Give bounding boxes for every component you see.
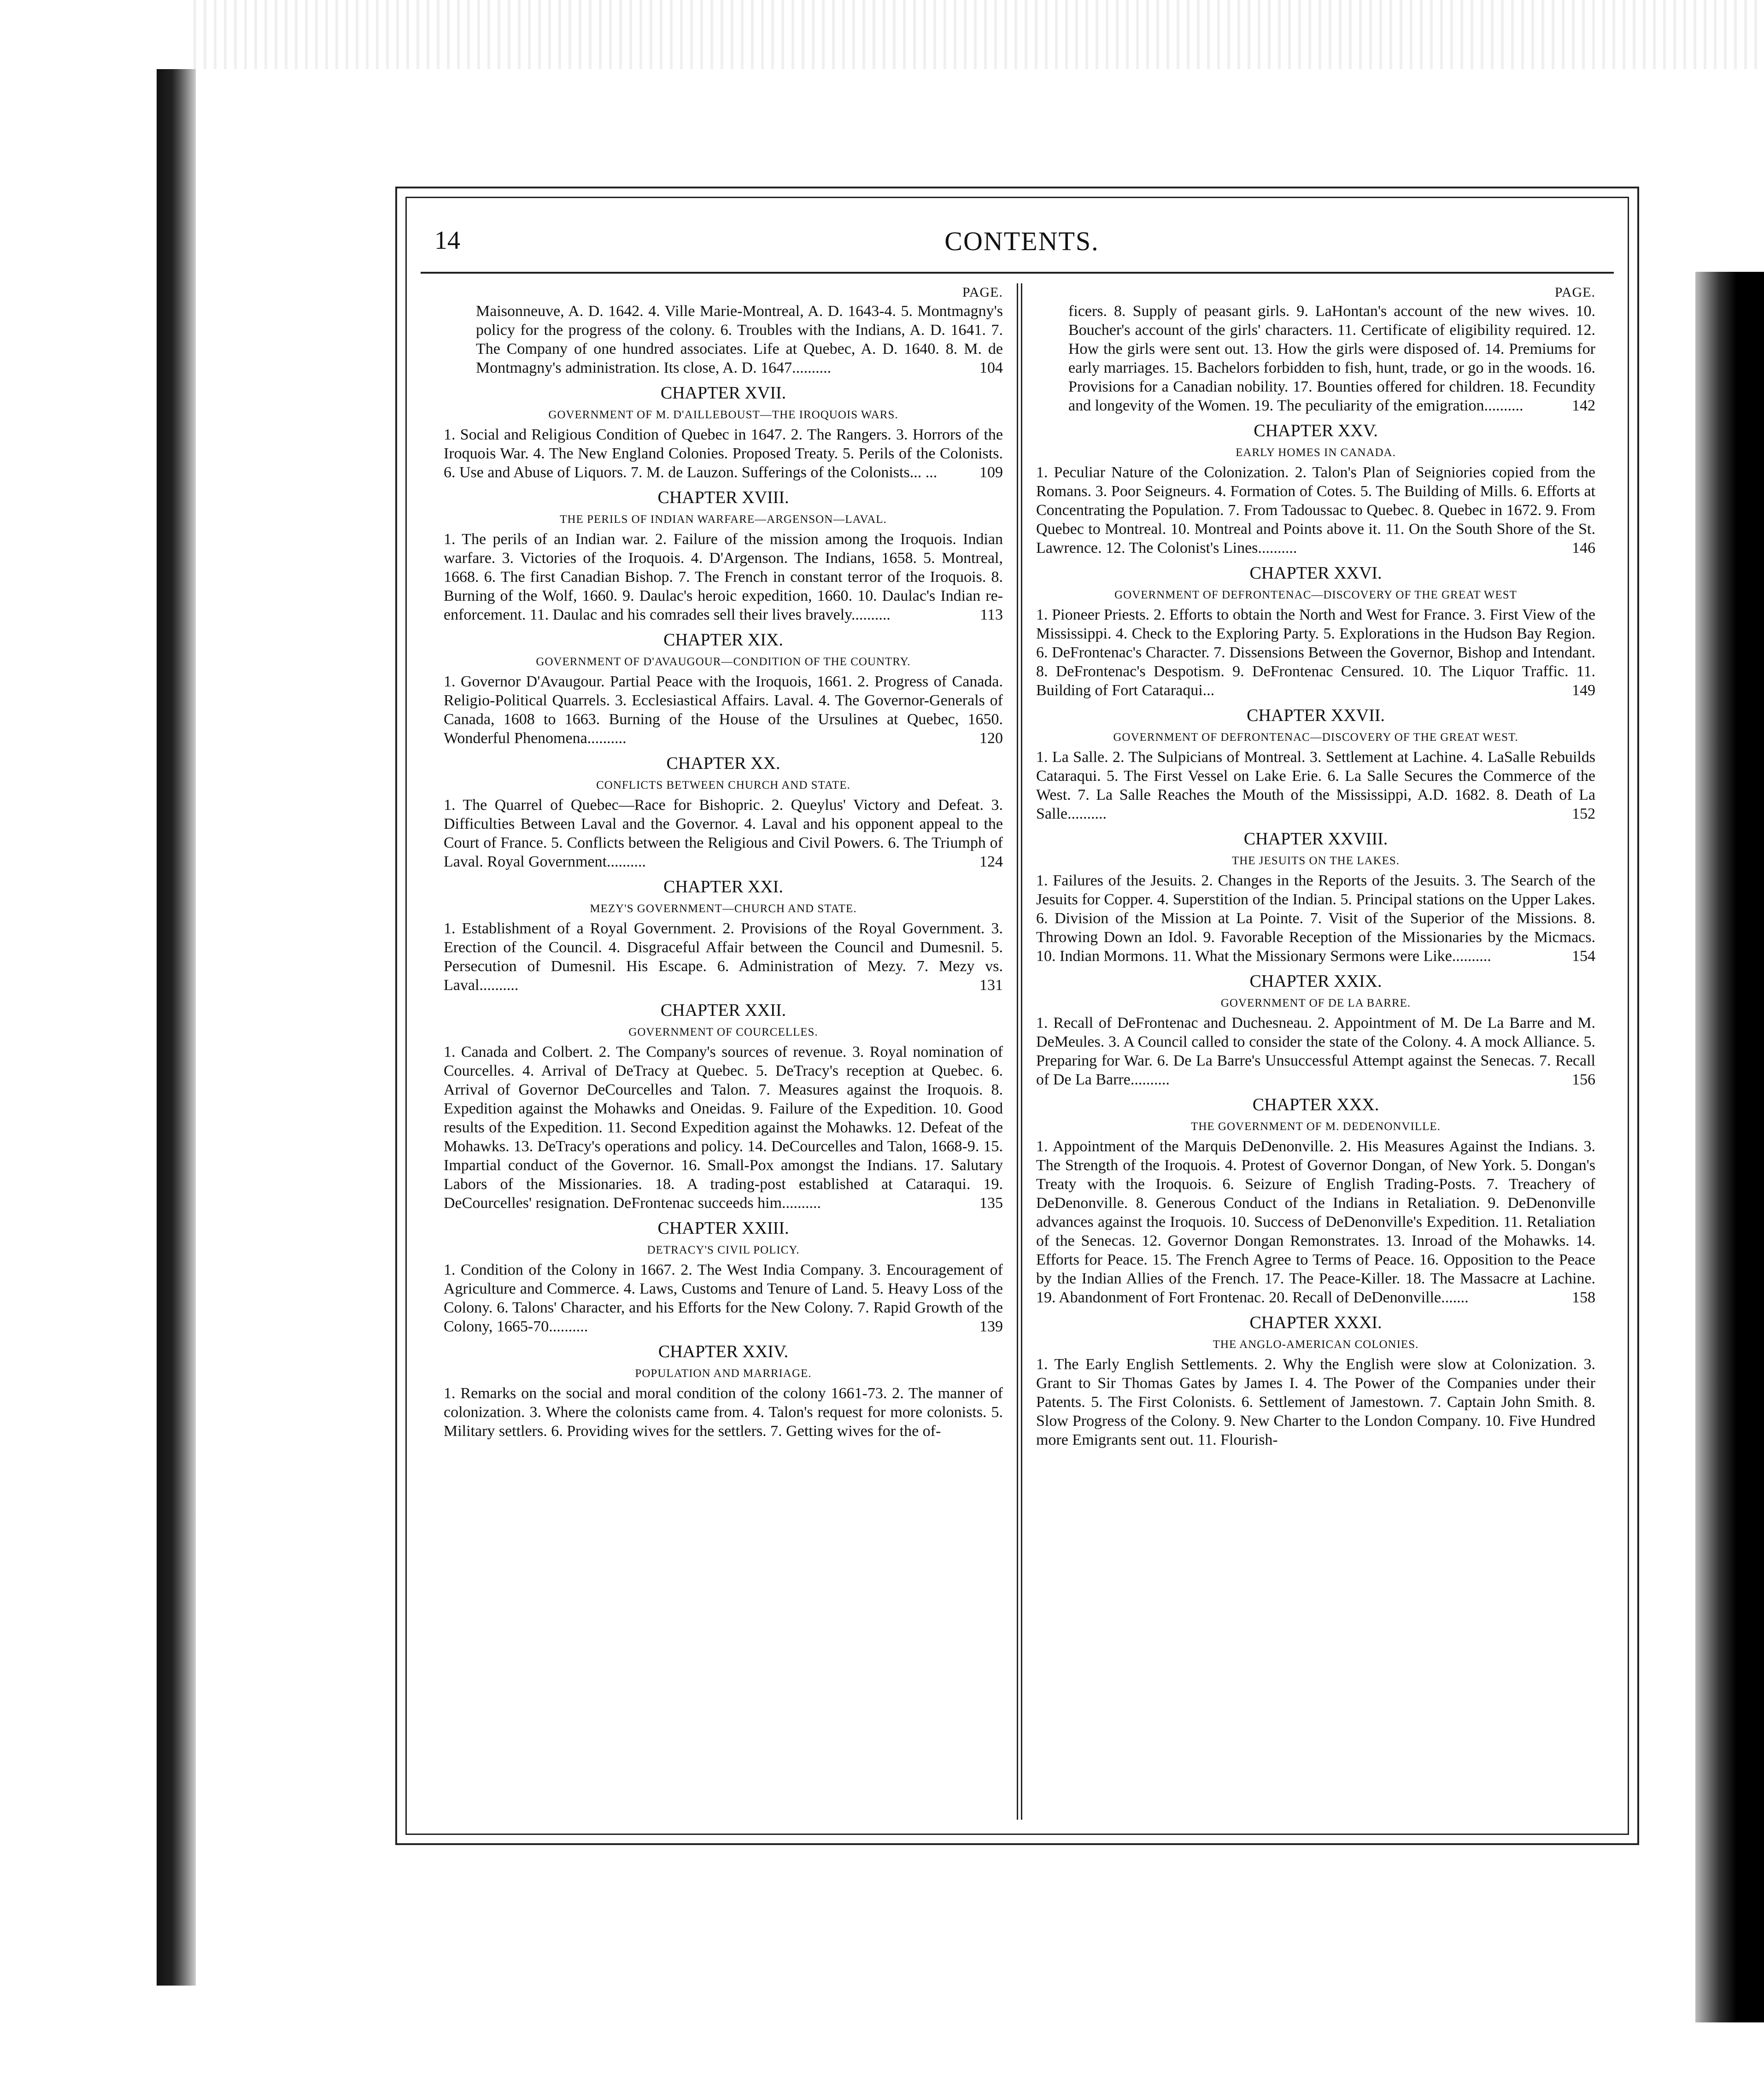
entry-text: 1. Establishment of a Royal Government. 2. Provisions of the Royal Government. 3. Erection of the Council. 4. Disgraceful Affair between the Council and Dumesnil. 5. Persecution of Dumesnil. His Escape. 6. Administration of Mezy. 7. Mezy vs. Laval.......... [444,920,1003,994]
chapter-summary [1036,1014,1595,1089]
header-rule [421,272,1614,274]
page-label: PAGE. [1554,285,1595,300]
entry-text: 1. Governor D'Avaugour. Partial Peace with the Iroquois, 1661. 2. Progress of Canada. Religio-Political Quarrels. 3. Ecclesiastical Affairs. Laval. 4. The Governor-Generals of Canada, 1608 to 1663. Burning of the House of the Ursulines at Quebec, 1650. Wonderful Phenomena.......... [444,673,1003,747]
chapter-summary [444,425,1003,482]
chapter-subtitle: THE JESUITS ON THE LAKES. [1231,855,1400,867]
entry-page: 139 [979,1318,1003,1335]
entry-page: 142 [1572,397,1595,414]
entry-page: 156 [1572,1071,1595,1088]
chapter-heading: CHAPTER XIX. [663,630,783,650]
chapter-summary [444,919,1003,995]
chapter-heading: CHAPTER XXIII. [657,1219,789,1238]
entry-text: Maisonneuve, A. D. 1642. 4. Ville Marie-Montreal, A. D. 1643-4. 5. Montmagny's policy for the progress of the colony. 6. Troubles with the Indians, A. D. 1641. 7. The Company of one hundred associates. Life at Quebec, A. D. 1640. 8. M. de Montmagny's administration. Its close, A. D. 1647.......... [476,303,1003,376]
chapter-entry [444,381,1003,482]
chapter-entry [444,1340,1003,1441]
entry-page: 135 [979,1195,1003,1212]
chapter-entry [1036,827,1595,966]
entry-text: 1. Recall of DeFrontenac and Duchesneau. 2. Appointment of M. De La Barre and M. DeMeules. 3. A Council called to consider the state of the Colony. 4. A mock Alliance. 5. Preparing for War. 6. De La Barre's Unsuccessful Attempt against the Senecas. 7. Recall of De La Barre.......... [1036,1014,1595,1088]
entry-page: 152 [1572,805,1595,822]
chapter-heading: CHAPTER XXVIII. [1243,829,1388,849]
entry-text: 1. Appointment of the Marquis DeDenonville. 2. His Measures Against the Indians. 3. The Strength of the Iroquois. 4. Protest of Governor Dongan, of New York. 5. Dongan's Treaty with the Iroquois. 6. Seizure of English Trading-Posts. 7. Treachery of DeDenonville. 8. Generous Conduct of the Indians in Retaliation. 9. DeDenonville advances against the Iroquois. 10. Success of DeDenonville's Expedition. 11. Retaliation of the Senecas. 12. Governor Dongan Remonstrates. 13. Inroad of the Mohawks. 14. Efforts for Peace. 15. The French Agree to Terms of Peace. 16. Opposition to the Peace by the Indian Allies of the French. 17. The Peace-Killer. 18. The Massacre at Lachine. 19. Abandonment of Fort Frontenac. 20. Recall of DeDenonville....... [1036,1138,1595,1306]
page-label: PAGE. [962,285,1003,300]
chapter-entry [1036,969,1595,1089]
chapter-subtitle: THE ANGLO-AMERICAN COLONIES. [1213,1338,1419,1351]
entry-text: 1. Social and Religious Condition of Quebec in 1647. 2. The Rangers. 3. Horrors of the Iroquois War. 4. The New England Colonies. Proposed Treaty. 5. Perils of the Colonists. 6. Use and Abuse of Liquors. 7. M. de Lauzon. Sufferings of the Colonists... ... [444,426,1003,481]
entry-text: 1. Peculiar Nature of the Colonization. 2. Talon's Plan of Seigniories copied from the Romans. 3. Poor Seigneurs. 4. Formation of Cotes. 5. The Building of Mills. 6. Efforts at Concentrating the Population. 7. From Tadoussac to Quebec. 8. Quebec in 1672. 9. From Quebec to Montreal. 10. Montreal and Points above it. 11. On the South Shore of the St. Lawrence. 12. The Colonist's Lines.......... [1036,464,1595,557]
chapter-heading: CHAPTER XXIV. [658,1342,789,1361]
chapter-subtitle: POPULATION AND MARRIAGE. [635,1367,812,1380]
chapter-entry [444,1216,1003,1336]
continued-entry [1036,302,1595,415]
chapter-heading: CHAPTER XXVII. [1247,706,1385,725]
page-header [434,226,1609,267]
chapter-summary [444,1043,1003,1213]
entry-page: 120 [979,730,1003,747]
column-divider [1017,283,1022,1820]
entry-text: 1. Canada and Colbert. 2. The Company's sources of revenue. 3. Royal nomination of Courcelles. 4. Arrival of DeTracy at Quebec. 5. DeTracy's reception at Quebec. 6. Arrival of Governor DeCourcelles and Talon. 7. Measures against the Iroquois. 8. Expedition against the Mohawks and Oneidas. 9. Failure of the Expedition. 10. Good results of the Expedition. 11. Second Expedition against the Mohawks. 12. Defeat of the Mohawks. 13. DeTracy's operations and policy. 14. DeCourcelles and Talon, 1668-9. 15. Impartial conduct of the Governor. 16. Small-Pox amongst the Indians. 17. Salutary Labors of the Missionaries. 18. A trading-post established at Cataraqui. 19. DeCourcelles' resignation. DeFrontenac succeeds him.......... [444,1043,1003,1212]
chapter-entry [444,998,1003,1213]
chapter-summary [1036,1137,1595,1307]
entry-page: 113 [980,606,1003,623]
chapter-heading: CHAPTER XXXI. [1249,1313,1382,1332]
entry-text: 1. The Quarrel of Quebec—Race for Bishopric. 2. Queylus' Victory and Defeat. 3. Difficulties Between Laval and the Governor. 4. Laval and his opponent appeal to the Court of France. 5. Conflicts between the Religious and Civil Powers. 6. The Triumph of Laval. Royal Government.......... [444,797,1003,870]
chapter-summary [1036,871,1595,966]
entry-page: 109 [979,464,1003,481]
left-column [430,283,1017,1820]
chapter-summary [444,1384,1003,1441]
chapter-subtitle: GOVERNMENT OF DE LA BARRE. [1220,997,1411,1009]
chapter-list [1036,419,1595,1449]
chapter-subtitle: GOVERNMENT OF DEFRONTENAC—DISCOVERY OF THE GREAT WEST. [1113,731,1518,744]
chapter-subtitle: EARLY HOMES IN CANADA. [1236,446,1396,459]
chapter-heading: CHAPTER XX. [666,754,780,773]
chapter-summary [1036,605,1595,700]
entry-text: 1. Failures of the Jesuits. 2. Changes in the Reports of the Jesuits. 3. The Search of the Jesuits for Copper. 4. Superstition of the Indian. 5. Principal stations on the Upper Lakes. 6. Division of the Mission at La Pointe. 7. Visit of the Superior of the Missions. 8. Throwing Down an Idol. 9. Favorable Reception of the Missionaries by the Micmacs. 10. Indian Mormons. 11. What the Missionary Sermons were Like.......... [1036,872,1595,965]
chapter-subtitle: DETRACY'S CIVIL POLICY. [647,1244,800,1256]
right-column [1022,283,1609,1820]
continued-entry [444,302,1003,377]
chapter-subtitle: GOVERNMENT OF M. D'AILLEBOUST—THE IROQUOIS WARS. [548,409,898,421]
scan-noise-top [193,0,1764,69]
chapter-heading: CHAPTER XVII. [660,383,786,403]
chapter-subtitle: GOVERNMENT OF D'AVAUGOUR—CONDITION OF THE COUNTRY. [536,656,911,668]
entry-page: 104 [979,359,1003,376]
entry-page: 154 [1572,948,1595,965]
entry-page: 158 [1572,1289,1595,1306]
chapter-summary [444,672,1003,748]
entry-text: 1. The perils of an Indian war. 2. Failure of the mission among the Iroquois. Indian warfare. 3. Victories of the Iroquois. 4. D'Argenson. The Indians, 1658. 5. Montreal, 1668. 6. The first Canadian Bishop. 7. The French in constant terror of the Iroquois. 8. Burning of the Wolf, 1660. 9. Daulac's heroic expedition, 1660. 10. Daulac's Indian re-enforcement. 11. Daulac and his comrades sell their lives bravely.......... [444,531,1003,623]
chapter-subtitle: GOVERNMENT OF COURCELLES. [628,1026,818,1038]
chapter-heading: CHAPTER XXIX. [1249,972,1382,991]
chapter-entry [1036,1093,1595,1307]
entry-text: 1. Remarks on the social and moral condition of the colony 1661-73. 2. The manner of colonization. 3. Where the colonists came from. 4. Talon's request for more colonists. 5. Military settlers. 6. Providing wives for the settlers. 7. Getting wives for the of- [444,1385,1003,1440]
chapter-heading: CHAPTER XXII. [660,1001,786,1020]
chapter-entry [444,875,1003,995]
chapter-entry [444,486,1003,624]
entry-text: 1. Condition of the Colony in 1667. 2. The West India Company. 3. Encouragement of Agriculture and Commerce. 4. Laws, Customs and Tenure of Land. 5. Heavy Loss of the Colony. 6. Talons' Character, and his Efforts for the New Colony. 7. Rapid Growth of the Colony, 1665-70.......... [444,1261,1003,1335]
page-number: 14 [434,226,460,255]
chapter-summary [444,796,1003,871]
entry-text: 1. The Early English Settlements. 2. Why the English were slow at Colonization. 3. Grant to Sir Thomas Gates by James I. 4. The Power of the Companies under their Patents. 5. The First Colonists. 6. Settlement of Jamestown. 7. Captain John Smith. 8. Slow Progress of the Colony. 9. New Charter to the London Company. 10. Five Hundred more Emigrants sent out. 11. Flourish- [1036,1356,1595,1448]
chapter-subtitle: GOVERNMENT OF DEFRONTENAC—DISCOVERY OF THE GREAT WEST [1114,589,1517,601]
chapter-heading: CHAPTER XXI. [663,877,783,897]
chapter-entry [444,751,1003,871]
chapter-heading: CHAPTER XVIII. [657,488,789,507]
entry-page: 131 [979,977,1003,994]
chapter-entry [1036,561,1595,700]
chapter-heading: CHAPTER XXV. [1254,421,1378,440]
chapter-summary [444,530,1003,624]
contents-columns [430,283,1609,1820]
chapter-subtitle: CONFLICTS BETWEEN CHURCH AND STATE. [596,779,850,791]
scan-edge-right [1695,272,1764,2022]
chapter-list [444,381,1003,1441]
chapter-entry [1036,1311,1595,1449]
chapter-heading: CHAPTER XXX. [1252,1095,1379,1114]
chapter-entry [444,628,1003,748]
chapter-subtitle: MEZY'S GOVERNMENT—CHURCH AND STATE. [590,902,857,915]
chapter-heading: CHAPTER XXVI. [1249,563,1382,583]
chapter-summary [1036,1355,1595,1449]
entry-page: 146 [1572,539,1595,557]
page-title: CONTENTS. [944,226,1099,256]
chapter-entry [1036,419,1595,557]
entry-text: 1. Pioneer Priests. 2. Efforts to obtain the North and West for France. 3. First View of the Mississippi. 4. Check to the Exploring Party. 5. Explorations in the Hudson Bay Region. 6. DeFrontenac's Character. 7. Dissensions Between the Governor, Bishop and Intendant. 8. DeFrontenac's Despotism. 9. DeFrontenac Censured. 10. The Liquor Traffic. 11. Building of Fort Cataraqui... [1036,606,1595,699]
entry-page: 124 [979,853,1003,870]
page-frame [395,187,1639,1845]
scan-edge-left [157,69,196,1986]
chapter-summary [1036,463,1595,557]
chapter-entry [1036,703,1595,823]
chapter-subtitle: THE GOVERNMENT OF M. DEDENONVILLE. [1191,1120,1441,1133]
chapter-summary [444,1260,1003,1336]
chapter-summary [1036,748,1595,823]
entry-text: 1. La Salle. 2. The Sulpicians of Montreal. 3. Settlement at Lachine. 4. LaSalle Rebuilds Cataraqui. 5. The First Vessel on Lake Erie. 6. La Salle Secures the Commerce of the West. 7. La Salle Reaches the Mouth of the Mississippi, A.D. 1682. 8. Death of La Salle.......... [1036,749,1595,822]
entry-page: 149 [1572,682,1595,699]
entry-text: ficers. 8. Supply of peasant girls. 9. LaHontan's account of the new wives. 10. Boucher's account of the girls' characters. 11. Certificate of eligibility required. 12. How the girls were sent out. 13. How the girls were disposed of. 14. Premiums for early marriages. 15. Bachelors forbidden to fish, hunt, trade, or go in the woods. 16. Provisions for a Canadian nobility. 17. Bounties offered for children. 18. Fecundity and longevity of the Women. 19. The peculiarity of the emigration.......... [1068,303,1595,414]
page-inner-border [405,197,1629,1835]
chapter-subtitle: THE PERILS OF INDIAN WARFARE—ARGENSON—LAVAL. [560,513,887,526]
